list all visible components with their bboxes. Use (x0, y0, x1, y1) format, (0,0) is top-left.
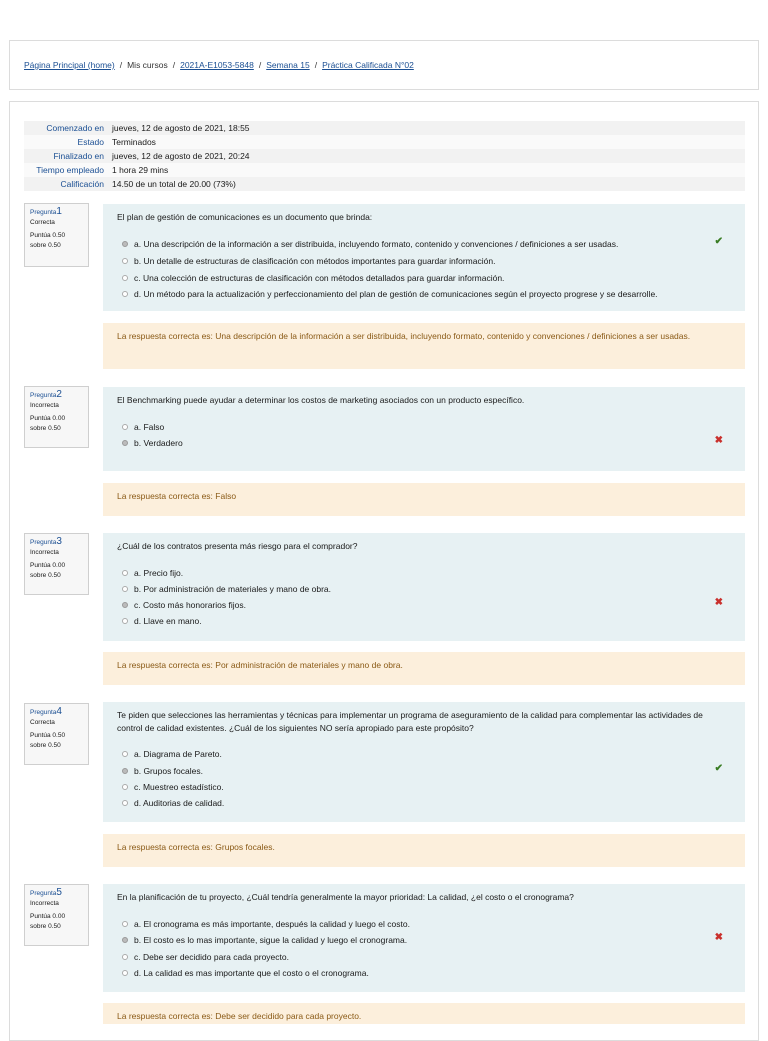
radio-button[interactable] (122, 424, 128, 430)
question-text: En la planificación de tu proyecto, ¿Cuál tendría generalmente la mayor prioridad: La calidad, ¿el costo o el cronograma? (117, 892, 574, 902)
answer-option[interactable] (122, 436, 731, 450)
question-number: 2 (56, 389, 62, 400)
question-text: El plan de gestión de comunicaciones es un documento que brinda: (117, 212, 373, 222)
option-label: a. Diagrama de Pareto. (134, 749, 222, 759)
question-state: Incorrecta (30, 900, 59, 907)
answer-option[interactable] (122, 933, 731, 947)
cross-icon: ✖ (714, 435, 723, 446)
answer-option[interactable] (122, 420, 731, 434)
answer-option[interactable] (122, 764, 731, 778)
question-state: Correcta (30, 719, 55, 726)
option-label: c. Costo más honorarios fijos. (134, 600, 246, 610)
radio-button[interactable] (122, 241, 128, 247)
summary-row-state (24, 135, 745, 149)
question-text: El Benchmarking puede ayudar a determinar los costos de marketing asociados con un producto específico. (117, 395, 525, 405)
radio-button[interactable] (122, 275, 128, 281)
question-content-4 (103, 702, 745, 822)
radio-button[interactable] (122, 602, 128, 608)
question-points: Puntúa 0.50 (30, 732, 66, 739)
option-label: a. El cronograma es más importante, después la calidad y luego el costo. (134, 919, 410, 929)
breadcrumb-week-link[interactable]: Semana 15 (266, 60, 310, 70)
question-points: Puntúa 0.00 (30, 562, 66, 569)
question-info-2 (24, 386, 89, 448)
summary-key: Finalizado en (53, 151, 104, 161)
answer-option[interactable] (122, 747, 731, 761)
check-icon: ✔ (714, 236, 723, 247)
radio-button[interactable] (122, 970, 128, 976)
option-label: c. Muestreo estadístico. (134, 782, 224, 792)
question-info-3 (24, 533, 89, 595)
question-content-3 (103, 533, 745, 641)
question-points: Puntúa 0.00 (30, 913, 66, 920)
summary-key: Tiempo empleado (36, 165, 104, 175)
question-info-5 (24, 884, 89, 946)
option-label: d. La calidad es mas importante que el costo o el cronograma. (134, 968, 369, 978)
question-label: Pregunta (30, 539, 57, 546)
question-content-1 (103, 204, 745, 311)
answer-option[interactable] (122, 582, 731, 596)
option-label: c. Una colección de estructuras de clasificación con métodos detallados para guardar información. (134, 273, 505, 283)
question-label: Pregunta (30, 890, 57, 897)
question-info-1 (24, 203, 89, 267)
option-label: b. Verdadero (134, 438, 183, 448)
answer-option[interactable] (122, 271, 731, 285)
option-label: c. Debe ser decidido para cada proyecto. (134, 952, 289, 962)
radio-button[interactable] (122, 784, 128, 790)
question-state: Incorrecta (30, 402, 59, 409)
breadcrumb-course-link[interactable]: 2021A-E1053-5848 (180, 60, 254, 70)
answer-option[interactable] (122, 917, 731, 931)
question-content-2 (103, 387, 745, 471)
answer-option[interactable] (122, 950, 731, 964)
option-label: b. El costo es lo mas importante, sigue la calidad y luego el cronograma. (134, 935, 408, 945)
question-state: Correcta (30, 219, 55, 226)
correct-answer-feedback-2: La respuesta correcta es: Falso (103, 483, 745, 516)
summary-row-started (24, 121, 745, 135)
question-label: Pregunta (30, 209, 57, 216)
breadcrumb-quiz-link[interactable]: Práctica Calificada N°02 (322, 60, 414, 70)
question-number: 1 (56, 206, 62, 217)
question-points: Puntúa 0.00 (30, 415, 66, 422)
option-label: d. Un método para la actualización y perfeccionamiento del plan de gestión de comunicaciones según el proyecto progrese y se desarrolle. (134, 289, 658, 299)
answer-option[interactable] (122, 254, 731, 268)
question-max-points: sobre 0.50 (30, 742, 61, 749)
radio-button[interactable] (122, 937, 128, 943)
question-number: 4 (56, 706, 62, 717)
radio-button[interactable] (122, 954, 128, 960)
question-info-4 (24, 703, 89, 765)
option-label: a. Falso (134, 422, 165, 432)
breadcrumb-separator: / (119, 60, 123, 70)
option-label: b. Un detalle de estructuras de clasificación con métodos importantes para guardar información. (134, 256, 496, 266)
summary-row-time (24, 163, 745, 177)
breadcrumb-home-link[interactable]: Página Principal (home) (24, 60, 115, 70)
summary-value: jueves, 12 de agosto de 2021, 20:24 (112, 151, 250, 161)
summary-value: 1 hora 29 mins (112, 165, 169, 175)
question-number: 3 (56, 536, 62, 547)
radio-button[interactable] (122, 921, 128, 927)
cross-icon: ✖ (714, 932, 723, 943)
radio-button[interactable] (122, 618, 128, 624)
cross-icon: ✖ (714, 597, 723, 608)
answer-option[interactable] (122, 237, 731, 251)
option-label: b. Grupos focales. (134, 766, 203, 776)
radio-button[interactable] (122, 291, 128, 297)
summary-key: Comenzado en (46, 123, 104, 133)
question-number: 5 (56, 887, 62, 898)
summary-row-grade (24, 177, 745, 191)
attempt-summary-table (24, 121, 745, 191)
breadcrumb-my-courses: Mis cursos (127, 60, 168, 70)
check-icon: ✔ (714, 763, 723, 774)
breadcrumb (9, 40, 759, 90)
summary-key: Estado (77, 137, 104, 147)
answer-option[interactable] (122, 780, 731, 794)
question-max-points: sobre 0.50 (30, 425, 61, 432)
answer-option[interactable] (122, 966, 731, 980)
answer-option[interactable] (122, 287, 731, 301)
option-label: d. Auditorias de calidad. (134, 798, 225, 808)
breadcrumb-separator: / (258, 60, 262, 70)
radio-button[interactable] (122, 586, 128, 592)
radio-button[interactable] (122, 258, 128, 264)
summary-value: 14.50 de un total de 20.00 (73%) (112, 179, 236, 189)
breadcrumb-separator: / (172, 60, 176, 70)
radio-button[interactable] (122, 440, 128, 446)
radio-button[interactable] (122, 768, 128, 774)
correct-answer-feedback-1: La respuesta correcta es: Una descripción de la información a ser distribuida, incluyendo formato, contenido y convenciones / definiciones a ser usadas. (103, 323, 745, 369)
option-label: d. Llave en mano. (134, 616, 202, 626)
answer-option[interactable] (122, 614, 731, 628)
question-max-points: sobre 0.50 (30, 242, 61, 249)
question-label: Pregunta (30, 392, 57, 399)
correct-answer-feedback-3: La respuesta correcta es: Por administración de materiales y mano de obra. (103, 652, 745, 685)
summary-value: jueves, 12 de agosto de 2021, 18:55 (112, 123, 250, 133)
answer-option[interactable] (122, 598, 731, 612)
summary-row-finished (24, 149, 745, 163)
option-label: a. Precio fijo. (134, 568, 184, 578)
answer-option[interactable] (122, 566, 731, 580)
option-label: b. Por administración de materiales y mano de obra. (134, 584, 332, 594)
question-text: Te piden que selecciones las herramientas y técnicas para implementar un programa de aseguramiento de la calidad para complementar las actividades de control de calidad existentes. ¿Cuál de los siguientes NO sería apropiado para este propósito? (117, 710, 703, 733)
question-points: Puntúa 0.50 (30, 232, 66, 239)
question-content-5 (103, 884, 745, 992)
answer-option[interactable] (122, 796, 731, 810)
question-state: Incorrecta (30, 549, 59, 556)
question-text: ¿Cuál de los contratos presenta más riesgo para el comprador? (117, 541, 358, 551)
question-max-points: sobre 0.50 (30, 572, 61, 579)
correct-answer-feedback-5: La respuesta correcta es: Debe ser decidido para cada proyecto. (103, 1003, 745, 1024)
option-label: a. Una descripción de la información a ser distribuida, incluyendo formato, contenido y convenciones / definiciones a ser usadas. (134, 239, 619, 249)
question-label: Pregunta (30, 709, 57, 716)
question-max-points: sobre 0.50 (30, 923, 61, 930)
radio-button[interactable] (122, 800, 128, 806)
radio-button[interactable] (122, 751, 128, 757)
radio-button[interactable] (122, 570, 128, 576)
correct-answer-feedback-4: La respuesta correcta es: Grupos focales. (103, 834, 745, 867)
summary-key: Calificación (60, 179, 104, 189)
breadcrumb-separator: / (314, 60, 318, 70)
summary-value: Terminados (112, 137, 156, 147)
